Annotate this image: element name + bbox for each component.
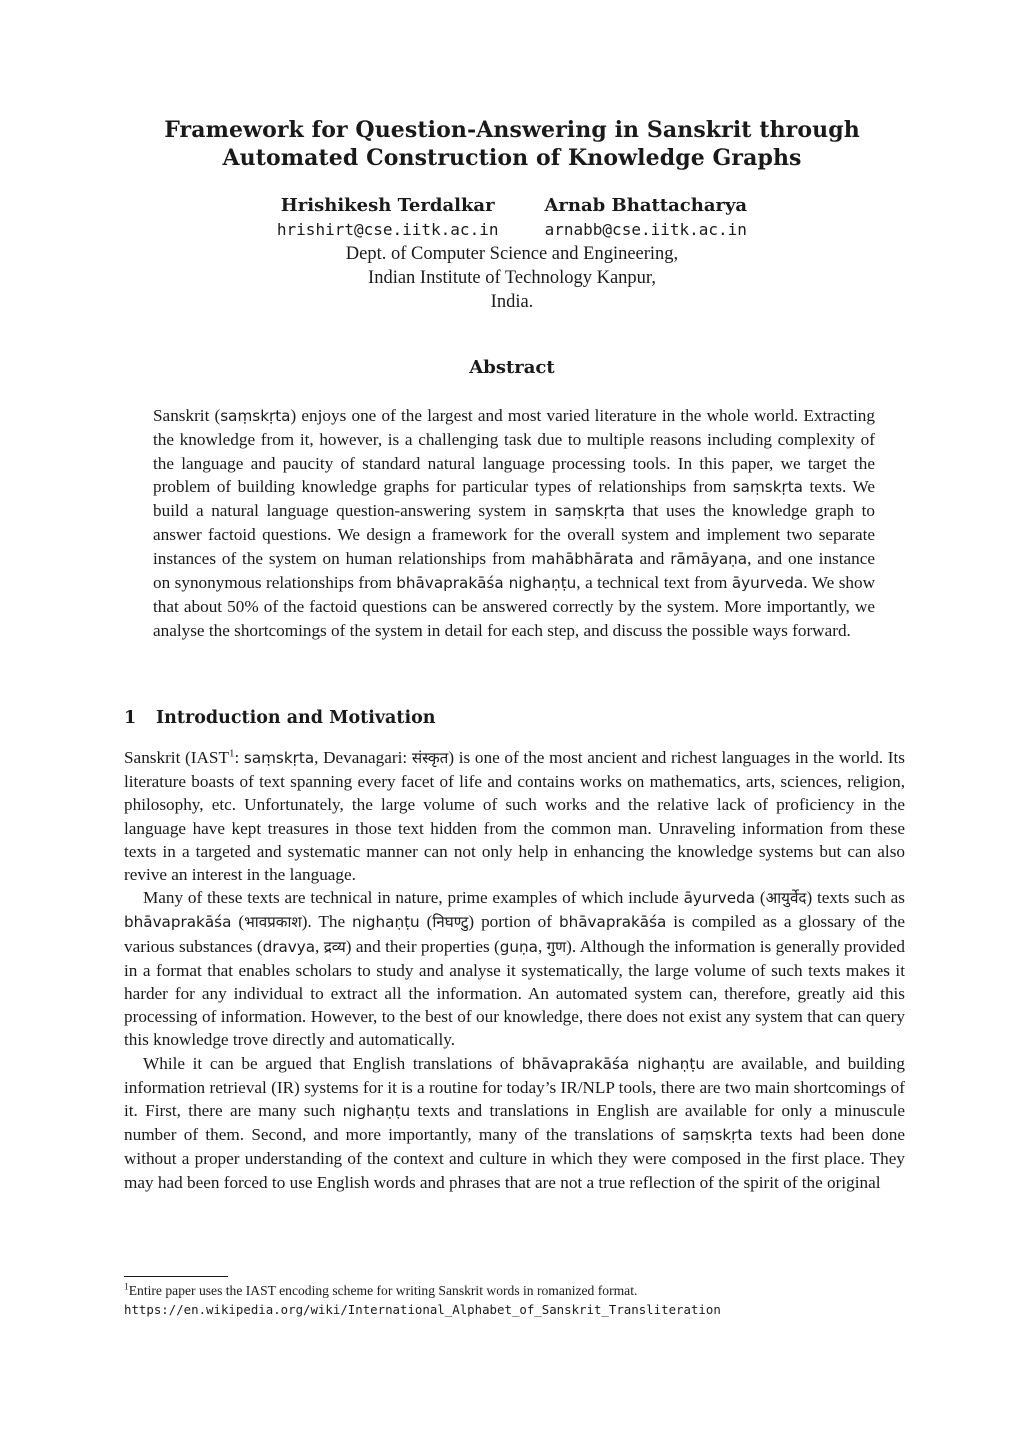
abstract-text: , a technical text from — [576, 573, 732, 593]
title-line-2: Automated Construction of Knowledge Graphs — [222, 145, 802, 171]
sanskrit-term: bhāvaprakāśa nighaṇṭu — [521, 1054, 705, 1073]
abstract-text: that uses the knowledge graph to answer factoid questions. We design a framework for the overall system and implement two separate instances of the system on human relationships from — [153, 501, 875, 568]
abstract-heading: Abstract — [469, 357, 555, 378]
sanskrit-term: mahābhārata — [531, 549, 634, 568]
devanagari-term: द्रव्य — [323, 937, 346, 956]
author-name: Arnab Bhattacharya — [544, 195, 748, 216]
paragraph-3 — [124, 1052, 905, 1194]
section-title: Introduction and Motivation — [156, 708, 436, 728]
body-text: ) portion of — [468, 912, 559, 932]
author-2 — [544, 194, 747, 242]
body-text: ). The — [301, 912, 353, 932]
footnote-divider — [124, 1276, 228, 1277]
body-text: ( — [419, 912, 433, 932]
body-text: Many of these texts are technical in nature, prime examples of which include — [143, 888, 684, 908]
devanagari-term: भावप्रकाश — [244, 913, 302, 932]
sanskrit-term: bhāvaprakāśa — [124, 913, 232, 932]
devanagari-term: संस्कृत — [411, 749, 449, 767]
sanskrit-term: saṃskṛta — [243, 749, 315, 767]
footnote-text: Entire paper uses the IAST encoding scheme for writing Sanskrit words in romanized format. — [128, 1283, 638, 1298]
sanskrit-term: nighaṇṭu — [342, 1102, 411, 1121]
body-text: , — [537, 936, 547, 956]
body-text: ) texts such as — [806, 888, 905, 908]
author-name: Hrishikesh Terdalkar — [280, 195, 495, 216]
sanskrit-term: āyurveda — [683, 889, 756, 908]
sanskrit-term: āyurveda — [731, 574, 804, 593]
author-1 — [277, 194, 499, 242]
author-email: arnabb@cse.iitk.ac.in — [544, 220, 747, 239]
affiliation-line-3: India. — [490, 292, 534, 312]
body-text: Sanskrit (IAST — [124, 748, 229, 767]
body-text: ). Although the information is generally provided in a format that enables scholars to study and analyse it systematically, the large volume of such texts makes it harder for any individual to extract all the information. An automated system can, therefore, greatly aid this processing of information. However, to the best of our knowledge, there does not exist any system that can query this knowledge trove directly and automatically. — [124, 936, 905, 1050]
affiliation-line-2: Indian Institute of Technology Kanpur, — [368, 268, 656, 288]
body-text: ) is one of the most ancient and richest languages in the world. Its literature boasts of text spanning every facet of life and contains works on mathematics, arts, sciences, religion, philosophy, etc. Unfortunately, the large volume of such works and the relative lack of proficiency in the language have kept treasures in those text hidden from the common man. Unraveling information from these texts in a targeted and systematic manner can not only help in enhancing the knowledge systems but can also revive an interest in the language. — [124, 748, 905, 885]
body-text: texts had been done without a proper understanding of the context and culture in which they were composed in the first place. They may had been forced to use English words and phrases that are not a true reflection of the spirit of the original — [124, 1125, 905, 1192]
body-text: , Devanagari: — [314, 748, 412, 767]
section-number: 1 — [124, 708, 137, 728]
sanskrit-term: saṃskṛta — [732, 477, 803, 496]
sanskrit-term: rāmāyaṇa — [670, 549, 748, 568]
sanskrit-term: nighaṇṭu — [352, 913, 420, 932]
sanskrit-term: saṃskṛta — [554, 502, 625, 521]
abstract-text: ) enjoys one of the largest and most varied literature in the whole world. Extracting the knowledge from it, however, is a challenging task due to multiple reasons including complexity of the language and paucity of standard natural language processing tools. In this paper, we target the problem of building knowledge graphs for particular types of relationships from — [153, 406, 875, 496]
abstract-body — [153, 404, 875, 642]
affiliation — [120, 242, 904, 314]
body-text: ( — [755, 888, 766, 908]
devanagari-term: निघण्टु — [432, 913, 469, 932]
sanskrit-term: saṃskṛta — [682, 1126, 753, 1145]
body-text: : — [234, 748, 244, 767]
footnote-ref[interactable]: 1 — [228, 747, 235, 760]
abstract-text: Sanskrit ( — [153, 406, 221, 425]
abstract-text: . We show that about 50% of the factoid questions can be answered correctly by the system. More importantly, we analyse the shortcomings of the system in detail for each step, and discuss the possible ways forward. — [153, 573, 876, 640]
body-text: ) and their properties ( — [345, 936, 500, 956]
sanskrit-term: bhāvaprakāśa nighaṇṭu — [396, 574, 577, 593]
sanskrit-term: bhāvaprakāśa — [558, 913, 667, 932]
sanskrit-term: guṇa — [499, 937, 538, 956]
body-text: are available, and building information retrieval (IR) systems for it is a routine for today’s IR/NLP tools, there are two main shortcomings of it. First, there are many such — [124, 1053, 905, 1121]
abstract-text: texts. We build a natural language question-answering system in — [153, 476, 875, 521]
section-heading — [124, 706, 436, 730]
paragraph-2 — [124, 886, 905, 1051]
author-email: hrishirt@cse.iitk.ac.in — [276, 220, 499, 239]
footnote-mark: 1 — [124, 1282, 129, 1293]
body-text: ( — [231, 912, 245, 932]
section-body — [124, 746, 905, 1194]
body-text: While it can be argued that English translations of — [143, 1053, 522, 1073]
sanskrit-term: saṃskṛta — [220, 407, 291, 425]
body-text: texts and translations in English are available for only a minuscule number of them. Second, and more importantly, many of the translations of — [124, 1101, 905, 1145]
affiliation-line-1: Dept. of Computer Science and Engineering, — [345, 244, 679, 264]
devanagari-term: आयुर्वेद — [765, 889, 807, 908]
body-text: , — [315, 936, 324, 956]
author-block — [120, 194, 904, 242]
body-text: is compiled as a glossary of the various substances ( — [124, 912, 905, 956]
title-line-1: Framework for Question-Answering in Sanskrit through — [164, 117, 860, 143]
abstract-text: and — [633, 548, 671, 568]
sanskrit-term: dravya — [262, 937, 316, 956]
footnote-url-link[interactable]: https://en.wikipedia.org/wiki/International_Alphabet_of_Sanskrit_Transliteration — [124, 1302, 721, 1317]
footnote — [124, 1281, 905, 1319]
devanagari-term: गुण — [546, 937, 567, 956]
paragraph-1 — [124, 746, 905, 886]
abstract-text: , and one instance on synonymous relationships from — [153, 548, 875, 593]
paper-title — [120, 116, 904, 172]
